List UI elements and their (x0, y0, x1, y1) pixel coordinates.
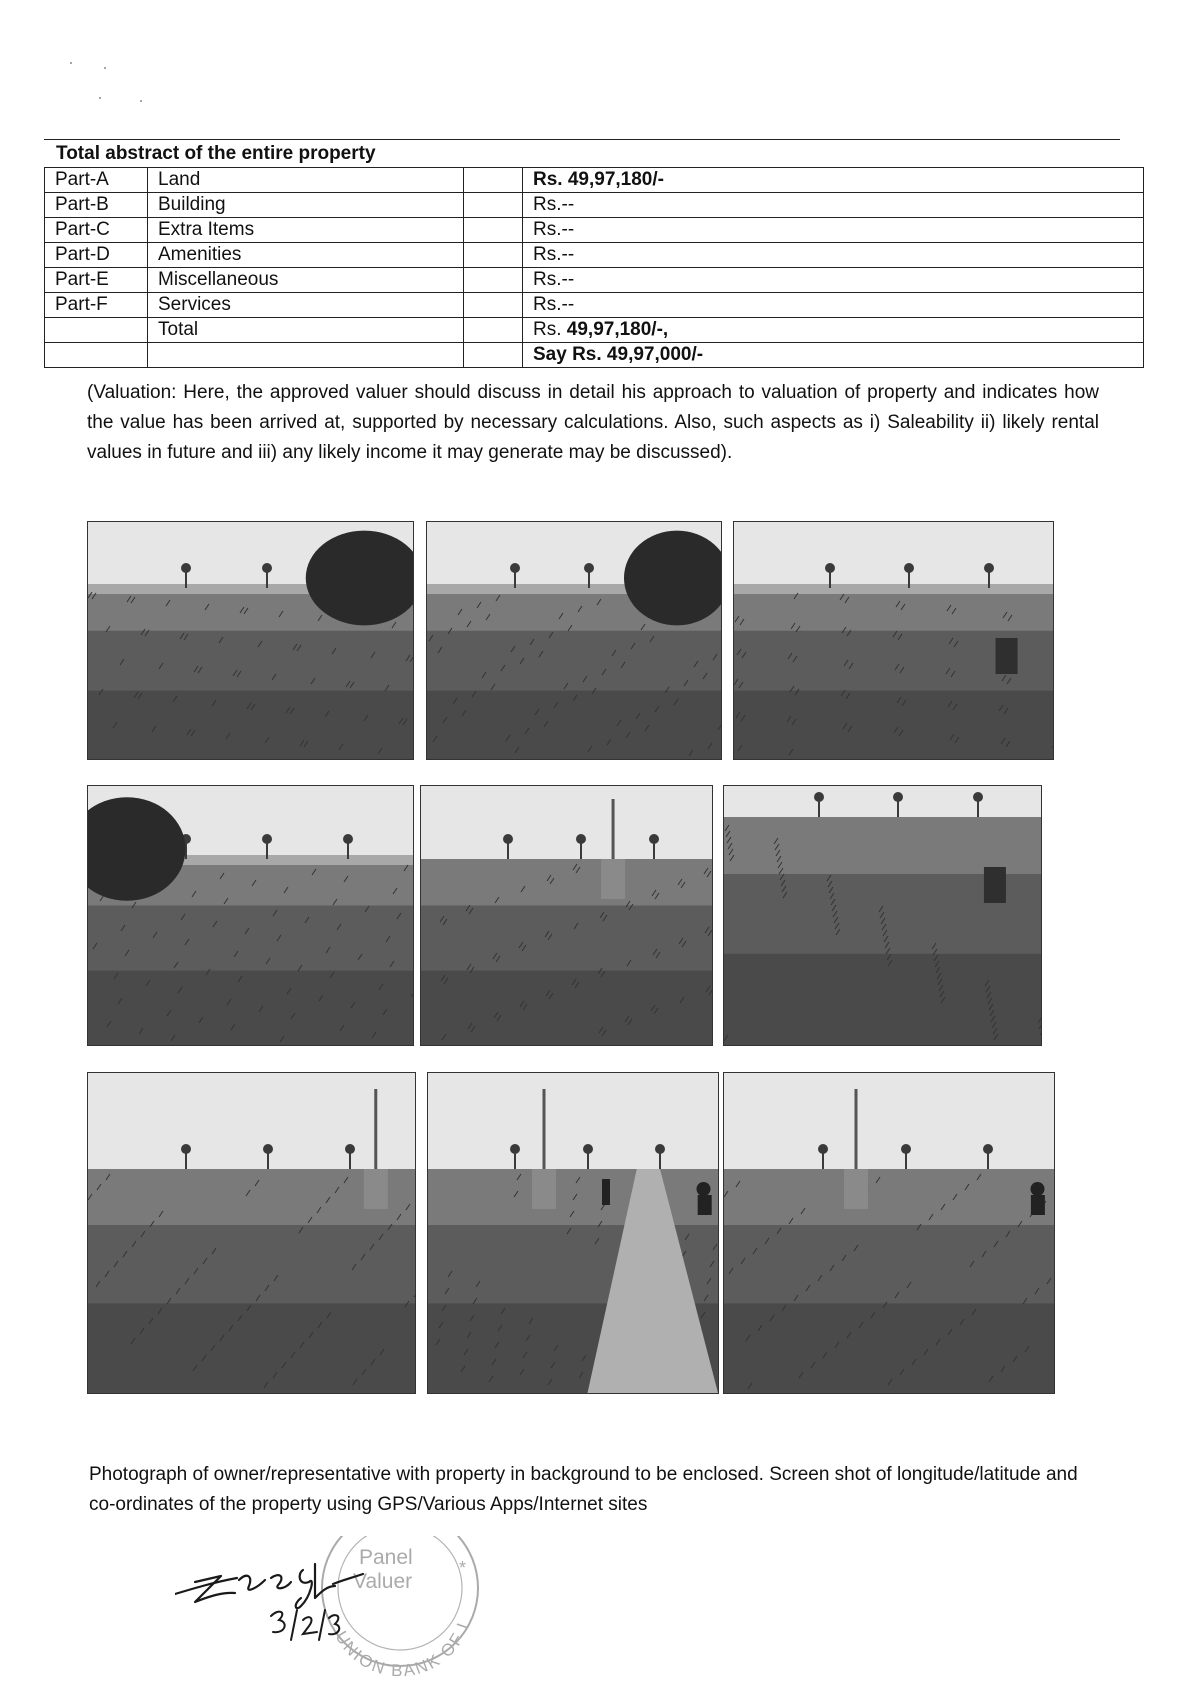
total-row (45, 318, 1144, 343)
item-cell: Land (148, 168, 464, 193)
part-cell: Part-D (45, 243, 148, 268)
spacer-cell (464, 268, 523, 293)
amount-cell: Rs.-- (523, 218, 1144, 243)
amount-cell: Rs. 49,97,180/- (523, 168, 1144, 193)
signature-stamp-area (175, 1536, 505, 1676)
valuation-note: (Valuation: Here, the approved valuer should discuss in detail his approach to valuation of property and indicates how the value has been arrived at, supported by necessary calculations. Also, such aspects as i) Saleability ii) likely rental values in future and iii) any likely income it may generate may be discussed). (87, 382, 1099, 463)
top-rule (44, 139, 1120, 140)
property-photo (420, 785, 713, 1046)
signature-date (271, 1610, 339, 1640)
property-photo (723, 1072, 1055, 1394)
part-cell: Part-C (45, 218, 148, 243)
stamp-line-2: Valuer (353, 1570, 413, 1593)
item-cell: Services (148, 293, 464, 318)
table-row (45, 218, 1144, 243)
abstract-table (44, 167, 1144, 368)
item-cell (148, 343, 464, 368)
svg-text:*: * (459, 1558, 467, 1578)
item-cell: Miscellaneous (148, 268, 464, 293)
say-amount: Say Rs. 49,97,000/- (523, 343, 1144, 368)
part-cell: Part-F (45, 293, 148, 318)
part-cell: Part-E (45, 268, 148, 293)
spacer-cell (464, 168, 523, 193)
table-row (45, 293, 1144, 318)
property-photo (87, 521, 414, 760)
property-photo (87, 1072, 416, 1394)
part-cell (45, 318, 148, 343)
amount-cell: Rs.-- (523, 268, 1144, 293)
item-cell: Amenities (148, 243, 464, 268)
item-cell: Extra Items (148, 218, 464, 243)
amount-cell: Rs.-- (523, 293, 1144, 318)
table-row (45, 168, 1144, 193)
spacer-cell (464, 193, 523, 218)
amount-cell: Rs.-- (523, 193, 1144, 218)
valuer-signature (175, 1564, 363, 1608)
stamp-ring-text: UNION BANK OF I (331, 1619, 474, 1676)
signature-and-stamp (175, 1536, 505, 1676)
spacer-cell (464, 218, 523, 243)
property-photo (733, 521, 1054, 760)
part-cell (45, 343, 148, 368)
item-cell: Building (148, 193, 464, 218)
say-row (45, 343, 1144, 368)
part-cell: Part-A (45, 168, 148, 193)
total-amount-prefix: Rs. (533, 319, 567, 340)
stamp-line-1: Panel (359, 1546, 413, 1569)
amount-cell: Rs.-- (523, 243, 1144, 268)
table-row (45, 268, 1144, 293)
property-photo (723, 785, 1042, 1046)
abstract-title: Total abstract of the entire property (56, 143, 376, 164)
spacer-cell (464, 318, 523, 343)
property-photo (87, 785, 414, 1046)
part-cell: Part-B (45, 193, 148, 218)
total-amount-value: 49,97,180/-, (566, 319, 669, 340)
total-label: Total (148, 318, 464, 343)
spacer-cell (464, 243, 523, 268)
property-photo (427, 1072, 719, 1394)
photo-instruction-text: Photograph of owner/representative with property in background to be enclosed. Screen shot of longitude/latitude and co-ordinates of the property using GPS/Various Apps/Internet sites (89, 1464, 1078, 1515)
property-photo (426, 521, 722, 760)
spacer-cell (464, 343, 523, 368)
spacer-cell (464, 293, 523, 318)
total-amount (523, 318, 1144, 343)
table-row (45, 243, 1144, 268)
panel-valuer-stamp (175, 1536, 478, 1676)
table-row (45, 193, 1144, 218)
